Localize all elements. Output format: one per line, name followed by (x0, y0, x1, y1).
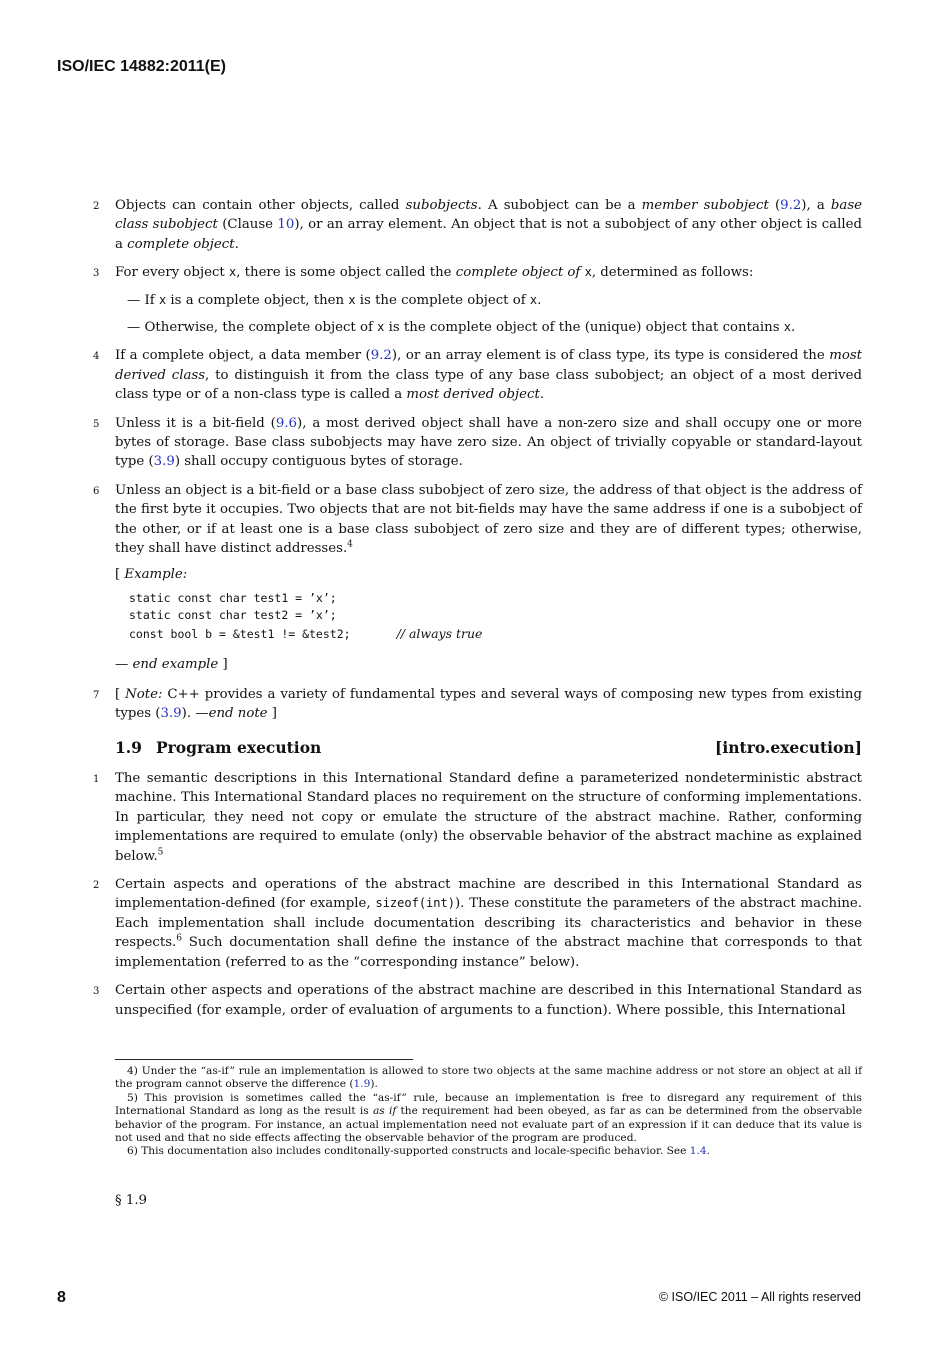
paragraph-number: 3 (93, 268, 100, 280)
xref-link[interactable]: 9.2 (780, 198, 802, 213)
page-number: 8 (57, 1289, 66, 1306)
footnote-ref[interactable]: 6 (176, 933, 183, 944)
footnote-6 (115, 1145, 862, 1158)
paragraph-2 (93, 196, 863, 254)
text: ). These constitute the parameters of the abstract machine. Each implementation shall include documentation describing its characteristics and behavior in these respects. (115, 896, 862, 951)
text: — If (127, 292, 159, 308)
exec-paragraph-3 (93, 981, 862, 1020)
paragraph-number: 5 (93, 418, 100, 430)
end-note-label: end note (208, 706, 268, 722)
paragraph-3 (93, 263, 862, 337)
list-item (127, 291, 862, 310)
code-sizeof: sizeof(int) (375, 896, 455, 911)
note-label: Note: (125, 686, 163, 702)
code-x: x (783, 320, 791, 335)
text: ). — (181, 706, 209, 722)
text: . A subobject can be a (477, 198, 642, 213)
paragraph-number: 2 (93, 201, 100, 212)
text: Certain other aspects and operations of the abstract machine are described in this International Standard as unspecified (for example, order of evaluation of arguments to a function). Where possible, this International (115, 983, 862, 1018)
text: ), a most derived object shall have a non-zero size and shall occupy one or more bytes of storage. Base class subobjects may have zero size. An object of trivially copyable or standard-layout type ( (115, 415, 862, 470)
xref-link[interactable]: 3.9 (160, 706, 182, 722)
paragraph-number: 1 (93, 774, 100, 786)
code-x: x (228, 265, 237, 280)
text: , there is some object called the (236, 265, 456, 281)
xref-link[interactable]: 3.9 (153, 454, 175, 470)
section-title: Program execution (155, 737, 322, 757)
document-body (93, 196, 863, 1029)
text: . (706, 1145, 711, 1158)
text: 6) This documentation also includes conditonally-supported constructs and locale-specific behavior. See (127, 1145, 690, 1158)
term-base-class-subobject: base class subobject (115, 198, 863, 233)
footnotes (115, 1059, 862, 1159)
text: (Clause (217, 217, 278, 233)
code-x: x (348, 292, 356, 307)
bracket: ] (218, 657, 228, 673)
paragraph-4 (93, 346, 862, 404)
paragraph-number: 7 (93, 689, 100, 701)
text: ( (768, 198, 781, 213)
paragraph-5 (93, 414, 862, 472)
text: Certain aspects and operations of the abstract machine are described in this International Standard as implementation-defined (for example, (115, 877, 862, 912)
text: If a complete object, a data member ( (115, 348, 371, 364)
code-text: const bool b = &test1 != &test2; (129, 626, 351, 641)
term-member-subobject: member subobject (641, 198, 769, 213)
text: For every object (115, 265, 229, 281)
xref-link[interactable]: 1.4 (689, 1145, 707, 1158)
section-heading (115, 738, 862, 757)
text: is the complete object of (355, 292, 530, 308)
code-x: x (158, 292, 167, 307)
text: ) shall occupy contiguous bytes of storage. (174, 454, 463, 470)
text: C++ provides a variety of fundamental types and several ways of composing new types from existing types ( (115, 686, 862, 722)
text: Unless an object is a bit-field or a base class subobject of zero size, the address of that object is the address of the first byte it occupies. Two objects that are not bit-fields may have the same address if one is a subobject of the other, or if at least one is a base class subobject of zero size and they are of different types; otherwise, they shall have distinct addresses. (115, 482, 862, 557)
text: is the complete object of the (unique) object that contains (384, 320, 784, 336)
text: [ (115, 686, 126, 702)
term-most-derived-object: most derived object (406, 387, 540, 403)
text: ), or an array element is of class type, its type is considered the (391, 348, 830, 364)
code-comment: // always true (396, 625, 483, 641)
exec-paragraph-2 (93, 875, 862, 972)
copyright-notice: © ISO/IEC 2011 – All rights reserved (658, 1290, 861, 1304)
example-label: Example: (124, 566, 188, 582)
text: — Otherwise, the complete object of (127, 320, 378, 336)
text: The semantic descriptions in this International Standard define a parameterized nondeterministic abstract machine. This International Standard places no requirement on the structure of conforming implementations. In particular, they need not copy or emulate the structure of the abstract machine. Rather, conforming implementations are required to emulate (only) the observable behavior of the abstract machine as explained below. (115, 771, 862, 864)
text: Such documentation shall define the instance of the abstract machine that corresponds to that implementation (referred to as the “corresponding instance” below). (115, 935, 862, 970)
code-line: static const char test1 = ’x’; (129, 590, 337, 605)
text: the requirement had been obeyed, as far as can be determined from the observable behavior of the program. For instance, an actual implementation need not evaluate part of an expression if it can deduce that its value is not used and that no side effects affecting the observable behavior of the program are produced. (115, 1105, 862, 1145)
paragraph-number: 4 (93, 351, 100, 363)
code-x: x (377, 320, 385, 335)
footnote-divider (115, 1059, 413, 1060)
xref-link[interactable]: 10 (277, 217, 295, 233)
text: Objects can contain other objects, called (115, 198, 406, 213)
example-end (115, 655, 862, 674)
xref-link[interactable]: 9.6 (275, 415, 298, 431)
code-x: x (584, 265, 592, 280)
section-number: 1.9 (115, 737, 142, 757)
example-heading (115, 565, 862, 584)
end-label: end example (132, 657, 219, 673)
code-x: x (529, 292, 538, 307)
text: ). (370, 1078, 378, 1091)
list-item (127, 318, 862, 337)
paragraph-number: 6 (93, 485, 100, 497)
bracket: [ (115, 566, 125, 582)
paragraph-number: 3 (93, 986, 100, 998)
xref-link[interactable]: 9.2 (370, 348, 392, 364)
code-line: static const char test2 = ’x’; (129, 608, 337, 623)
text: . (537, 292, 542, 308)
text: 5) This provision is sometimes called the “as-if” rule, because an implementation is free to disregard any requirement of this International Standard as long as the result is (115, 1091, 862, 1118)
exec-paragraph-1 (93, 769, 862, 866)
rule-list (127, 291, 862, 338)
paragraph-6 (93, 481, 862, 559)
paragraph-7 (93, 685, 862, 724)
section-reference: § 1.9 (115, 1193, 148, 1208)
text: 4) Under the “as-if” rule an implementation is allowed to store two objects at the same machine address or not store an object at all if the program cannot observe the difference ( (115, 1065, 862, 1091)
text: , to distinguish it from the class type of any base class subobject; an object of a most derived class type or of a non-class type is called a (115, 367, 862, 403)
term-complete-object: complete object (127, 236, 235, 252)
footnote-5 (115, 1092, 862, 1146)
code-block (129, 590, 862, 644)
text: ), or an array element. An object that is not a subobject of any other object is called a (115, 217, 862, 252)
text: Unless it is a bit-field ( (115, 415, 276, 431)
xref-link[interactable]: 1.9 (353, 1078, 371, 1091)
document-id: ISO/IEC 14882:2011(E) (57, 58, 226, 75)
emphasis: as if (372, 1105, 397, 1118)
text: ] (267, 706, 277, 722)
term-complete-object-of: complete object of (455, 265, 581, 281)
footnote-ref[interactable]: 5 (157, 847, 164, 858)
text: is a complete object, then (166, 292, 349, 308)
term-subobjects: subobjects (405, 198, 478, 213)
text: ), a (801, 198, 831, 213)
dash: — (115, 657, 133, 673)
example-block (115, 565, 862, 675)
term-most-derived-class: most derived class (115, 348, 862, 383)
text: , determined as follows: (591, 265, 754, 281)
section-tag: [intro.execution] (715, 737, 862, 757)
footnote-4 (115, 1065, 862, 1092)
text: . (791, 320, 796, 336)
code-line (129, 625, 862, 644)
text: . (539, 387, 545, 403)
footnote-ref[interactable]: 4 (347, 539, 353, 550)
text: . (234, 236, 239, 252)
paragraph-number: 2 (93, 880, 100, 892)
